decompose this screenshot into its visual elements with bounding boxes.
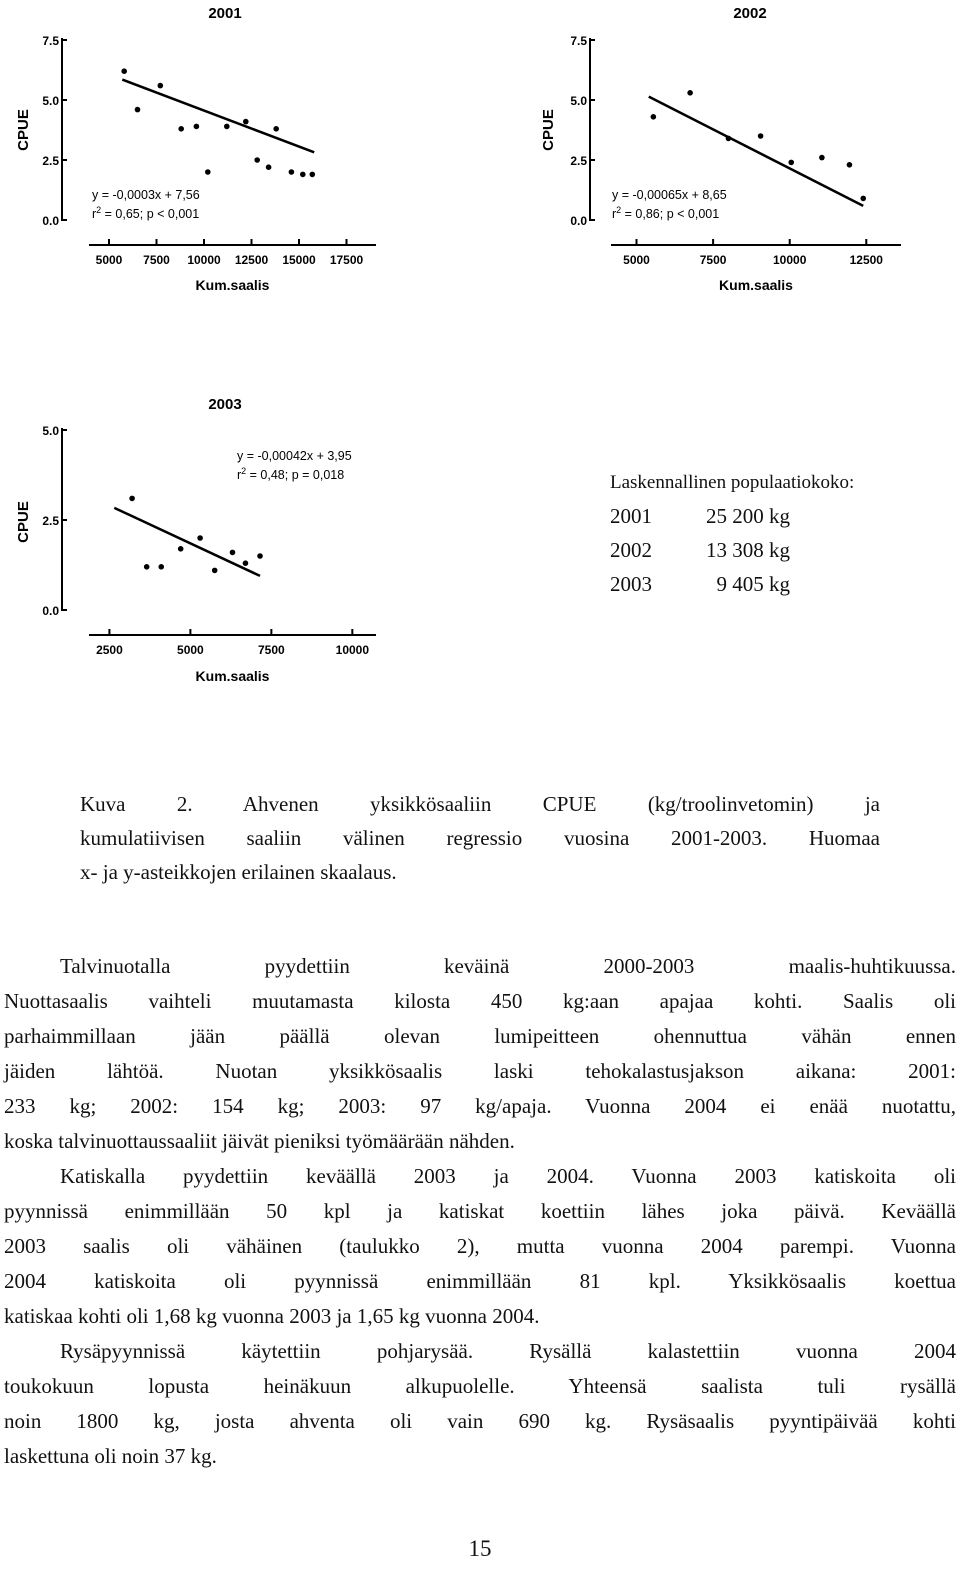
data-point	[129, 496, 135, 502]
data-point	[205, 169, 211, 175]
population-value: 13 308 kg	[706, 538, 790, 562]
page-number: 15	[468, 1536, 492, 1561]
x-tick-label: 17500	[329, 253, 364, 267]
chart-2002	[525, 0, 935, 300]
stats-superscript: 2	[616, 205, 622, 215]
body-line: Nuottasaalis vaihteli muutamasta kilosta 450 kg:aan apajaa kohti. Saalis oli	[4, 989, 956, 1013]
body-line: katiskaa kohti oli 1,68 kg vuonna 2003 ja 1,65 kg vuonna 2004.	[4, 1304, 540, 1328]
body-line: laskettuna oli noin 37 kg.	[4, 1444, 217, 1468]
caption-line: x- ja y-asteikkojen erilainen skaalaus.	[80, 860, 397, 884]
data-point	[135, 107, 141, 113]
x-tick-label: 2500	[96, 643, 123, 657]
data-point	[819, 155, 825, 161]
x-tick-label: 10000	[335, 643, 370, 657]
x-tick-label: 7500	[258, 643, 285, 657]
body-line: Talvinuotalla pyydettiin keväinä 2000-2003 maalis-huhtikuussa.	[60, 954, 956, 978]
data-point	[254, 157, 260, 163]
population-row-2001	[610, 504, 930, 538]
data-point	[310, 172, 316, 178]
population-value: 9 405 kg	[716, 572, 790, 596]
data-point	[197, 535, 203, 541]
y-tick-label: 7.5	[42, 34, 59, 48]
chart-2003	[0, 385, 410, 685]
population-heading: Laskennallinen populaatiokoko:	[610, 472, 855, 493]
x-tick-label: 7500	[143, 253, 170, 267]
chart-title: 2001	[208, 5, 242, 22]
body-line: 2004 katiskoita oli pyynnissä enimmillään 81 kpl. Yksikkösaalis koettua	[4, 1269, 956, 1293]
x-tick-label: 5000	[623, 253, 650, 267]
y-axis-label: CPUE	[540, 109, 557, 151]
y-tick-label: 5.0	[570, 94, 587, 108]
y-tick-label: 0.0	[42, 604, 59, 618]
body-line: noin 1800 kg, josta ahventa oli vain 690 kg. Rysäsaalis pyyntipäivää kohti	[4, 1409, 956, 1433]
regression-line	[122, 80, 314, 153]
x-tick-label: 15000	[282, 253, 316, 267]
stats-values: = 0,48; p = 0,018	[246, 468, 345, 482]
chart-2001	[0, 0, 410, 300]
data-point	[158, 564, 164, 570]
figure-caption	[80, 787, 880, 889]
data-point	[266, 164, 272, 170]
x-tick-label: 12500	[849, 253, 883, 267]
body-line: pyynnissä enimmillään 50 kpl ja katiskat koettiin lähes joka päivä. Keväällä	[4, 1199, 956, 1223]
body-line: 233 kg; 2002: 154 kg; 2003: 97 kg/apaja. Vuonna 2004 ei enää nuotattu,	[4, 1094, 956, 1118]
data-point	[289, 169, 295, 175]
data-point	[273, 126, 279, 132]
body-line: Katiskalla pyydettiin keväällä 2003 ja 2004. Vuonna 2003 katiskoita oli	[60, 1164, 956, 1188]
y-tick-label: 5.0	[42, 94, 59, 108]
data-point	[178, 126, 184, 132]
regression-equation: y = -0,00065x + 8,65	[612, 188, 727, 202]
y-tick-label: 2.5	[42, 154, 59, 168]
data-point	[651, 114, 657, 120]
population-year: 2002	[610, 538, 652, 562]
body-text	[4, 949, 956, 1474]
population-row-2002	[610, 538, 930, 572]
y-axis-label: CPUE	[15, 501, 32, 543]
chart-title: 2003	[208, 396, 242, 413]
stats-r: r	[612, 207, 617, 221]
regression-line	[114, 508, 260, 576]
chart-2001-svg	[0, 0, 410, 300]
x-tick-label: 10000	[187, 253, 221, 267]
x-tick-label: 10000	[773, 253, 807, 267]
data-point	[243, 119, 249, 125]
population-estimate	[610, 472, 930, 606]
y-tick-label: 0.0	[42, 214, 59, 228]
caption-line: Kuva 2. Ahvenen yksikkösaaliin CPUE (kg/troolinvetomin) ja	[80, 792, 880, 816]
body-line: jäiden lähtöä. Nuotan yksikkösaalis laski tehokalastusjakson aikana: 2001:	[4, 1059, 956, 1083]
y-tick-label: 2.5	[570, 154, 587, 168]
body-line: 2003 saalis oli vähäinen (taulukko 2), mutta vuonna 2004 parempi. Vuonna	[4, 1234, 956, 1258]
y-tick-label: 7.5	[570, 34, 587, 48]
body-line: toukokuun lopusta heinäkuun alkupuolelle. Yhteensä saalista tuli rysällä	[4, 1374, 956, 1398]
body-line: parhaimmillaan jään päällä olevan lumipeitteen ohennuttua vähän ennen	[4, 1024, 956, 1048]
x-tick-label: 5000	[177, 643, 204, 657]
regression-equation: y = -0,0003x + 7,56	[92, 188, 200, 202]
stats-r: r	[92, 207, 97, 221]
data-point	[847, 162, 853, 168]
x-axis-label: Kum.saalis	[195, 668, 270, 684]
data-point	[224, 124, 230, 130]
stats-r: r	[237, 468, 242, 482]
caption-line: kumulatiivisen saaliin välinen regressio vuosina 2001-2003. Huomaa	[80, 826, 880, 850]
stats-superscript: 2	[96, 205, 102, 215]
x-axis-label: Kum.saalis	[719, 277, 793, 293]
population-value: 25 200 kg	[706, 504, 790, 528]
data-point	[144, 564, 150, 570]
stats-values: = 0,86; p < 0,001	[621, 207, 720, 221]
stats-superscript: 2	[241, 466, 247, 476]
x-tick-label: 5000	[95, 253, 123, 267]
data-point	[158, 83, 164, 89]
chart-2002-svg	[525, 0, 935, 300]
data-point	[687, 90, 693, 96]
data-point	[726, 136, 732, 142]
data-point	[243, 560, 249, 566]
data-point	[788, 160, 794, 166]
x-axis-label: Kum.saalis	[195, 277, 270, 293]
data-point	[194, 124, 200, 130]
data-point	[178, 546, 184, 552]
stats-values: = 0,65; p < 0,001	[101, 207, 200, 221]
data-point	[758, 133, 764, 139]
y-tick-label: 0.0	[570, 214, 587, 228]
regression-stats	[237, 466, 344, 482]
chart-2003-svg	[0, 385, 410, 685]
population-year: 2003	[610, 572, 652, 596]
x-tick-label: 12500	[234, 253, 269, 267]
regression-stats	[92, 205, 199, 221]
data-point	[300, 172, 306, 178]
data-point	[212, 568, 218, 574]
population-year: 2001	[610, 504, 652, 528]
y-tick-label: 2.5	[42, 514, 59, 528]
y-tick-label: 5.0	[42, 424, 59, 438]
population-row-2003	[610, 572, 930, 606]
body-line: Rysäpyynnissä käytettiin pohjarysää. Rysällä kalastettiin vuonna 2004	[60, 1339, 956, 1363]
body-line: koska talvinuottaussaaliit jäivät pieniksi työmäärään nähden.	[4, 1129, 515, 1153]
x-tick-label: 7500	[699, 253, 727, 267]
data-point	[121, 68, 127, 74]
chart-title: 2002	[733, 5, 767, 22]
regression-stats	[612, 205, 719, 221]
regression-equation: y = -0,00042x + 3,95	[237, 449, 352, 463]
y-axis-label: CPUE	[15, 109, 32, 151]
data-point	[257, 553, 263, 559]
data-point	[230, 550, 236, 556]
data-point	[860, 196, 866, 202]
